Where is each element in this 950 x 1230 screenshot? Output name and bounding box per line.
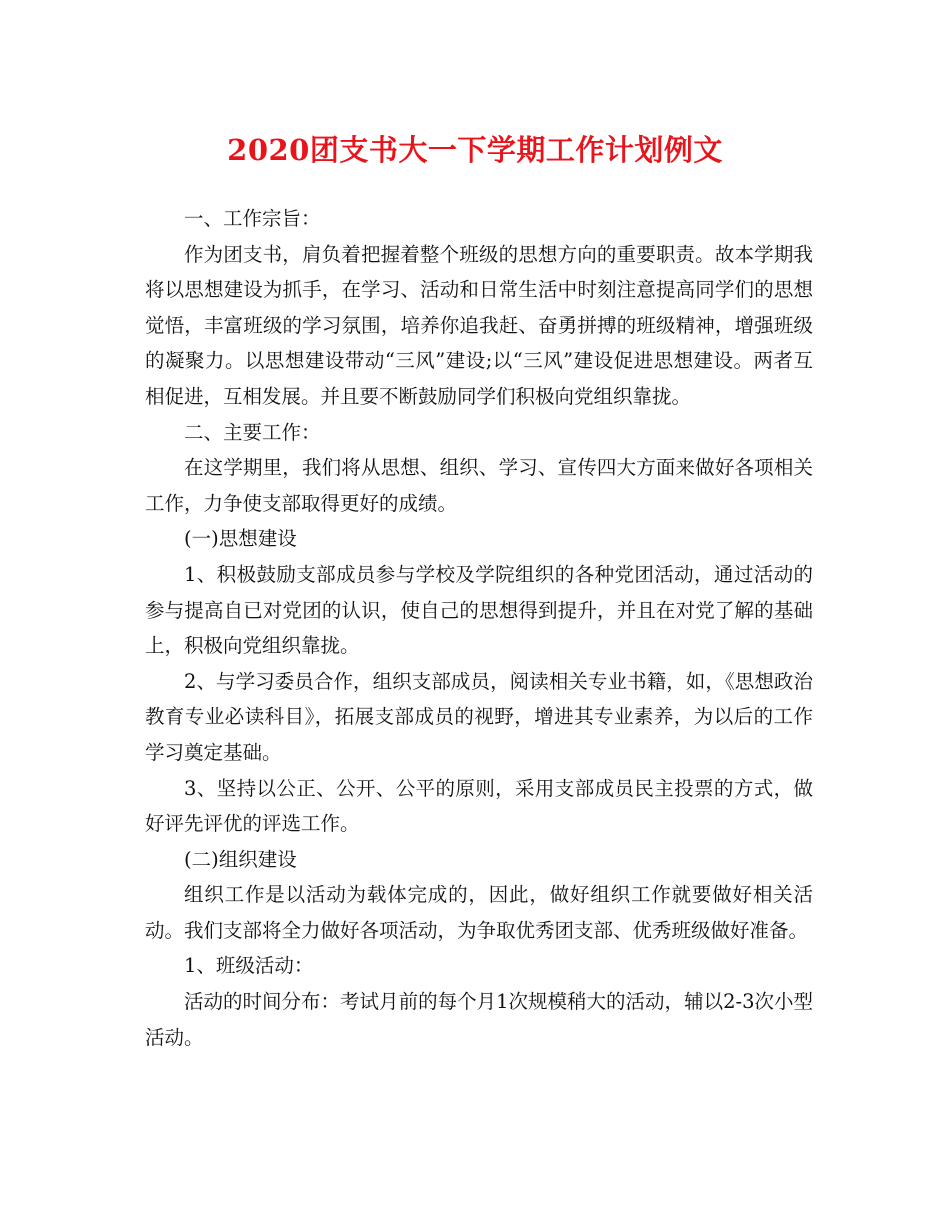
paragraph-main-work: 在这学期里，我们将从思想、组织、学习、宣传四大方面来做好各项相关工作，力争使支部取得更好的成绩。 bbox=[145, 456, 813, 515]
subheading-ideological: (一)思想建设 bbox=[184, 527, 297, 551]
list-item-ideological-2: 2、与学习委员合作，组织支部成员，阅读相关专业书籍，如，《思想政治教育专业必读科目》，拓展支部成员的视野，增进其专业素养，为以后的工作学习奠定基础。 bbox=[145, 669, 813, 764]
paragraph-purpose: 作为团支书，肩负着把握着整个班级的思想方向的重要职责。故本学期我将以思想建设为抓手，在学习、活动和日常生活中时刻注意提高同学们的思想觉悟，丰富班级的学习氛围，培养你追我赶、奋勇拼搏的班级精神，增强班级的凝聚力。以思想建设带动“三风”建设;以“三风”建设促进思想建设。两者互相促进，互相发展。并且要不断鼓励同学们积极向党组织靠拢。 bbox=[145, 242, 813, 408]
list-item-ideological-1: 1、积极鼓励支部成员参与学校及学院组织的各种党团活动，通过活动的参与提高自已对党团的认识，使自己的思想得到提升，并且在对党了解的基础上，积极向党组织靠拢。 bbox=[145, 562, 813, 658]
document-body bbox=[145, 201, 813, 1055]
list-item-ideological-3: 3、坚持以公正、公开、公平的原则，采用支部成员民主投票的方式，做好评先评优的评选工作。 bbox=[145, 776, 813, 836]
document-title: 2020团支书大一下学期工作计划例文 bbox=[227, 133, 723, 167]
section-heading-main-work: 二、主要工作： bbox=[184, 420, 321, 444]
subheading-organization: (二)组织建设 bbox=[184, 847, 297, 871]
section-heading-purpose: 一、工作宗旨： bbox=[184, 207, 321, 230]
list-item-class-activities: 1、班级活动： bbox=[184, 954, 314, 978]
paragraph-activity-schedule: 活动的时间分布：考试月前的每个月1次规模稍大的活动，辅以2-3次小型活动。 bbox=[145, 990, 813, 1049]
paragraph-organization: 组织工作是以活动为载体完成的，因此，做好组织工作就要做好相关活动。我们支部将全力做好各项活动，为争取优秀团支部、优秀班级做好准备。 bbox=[145, 883, 813, 942]
